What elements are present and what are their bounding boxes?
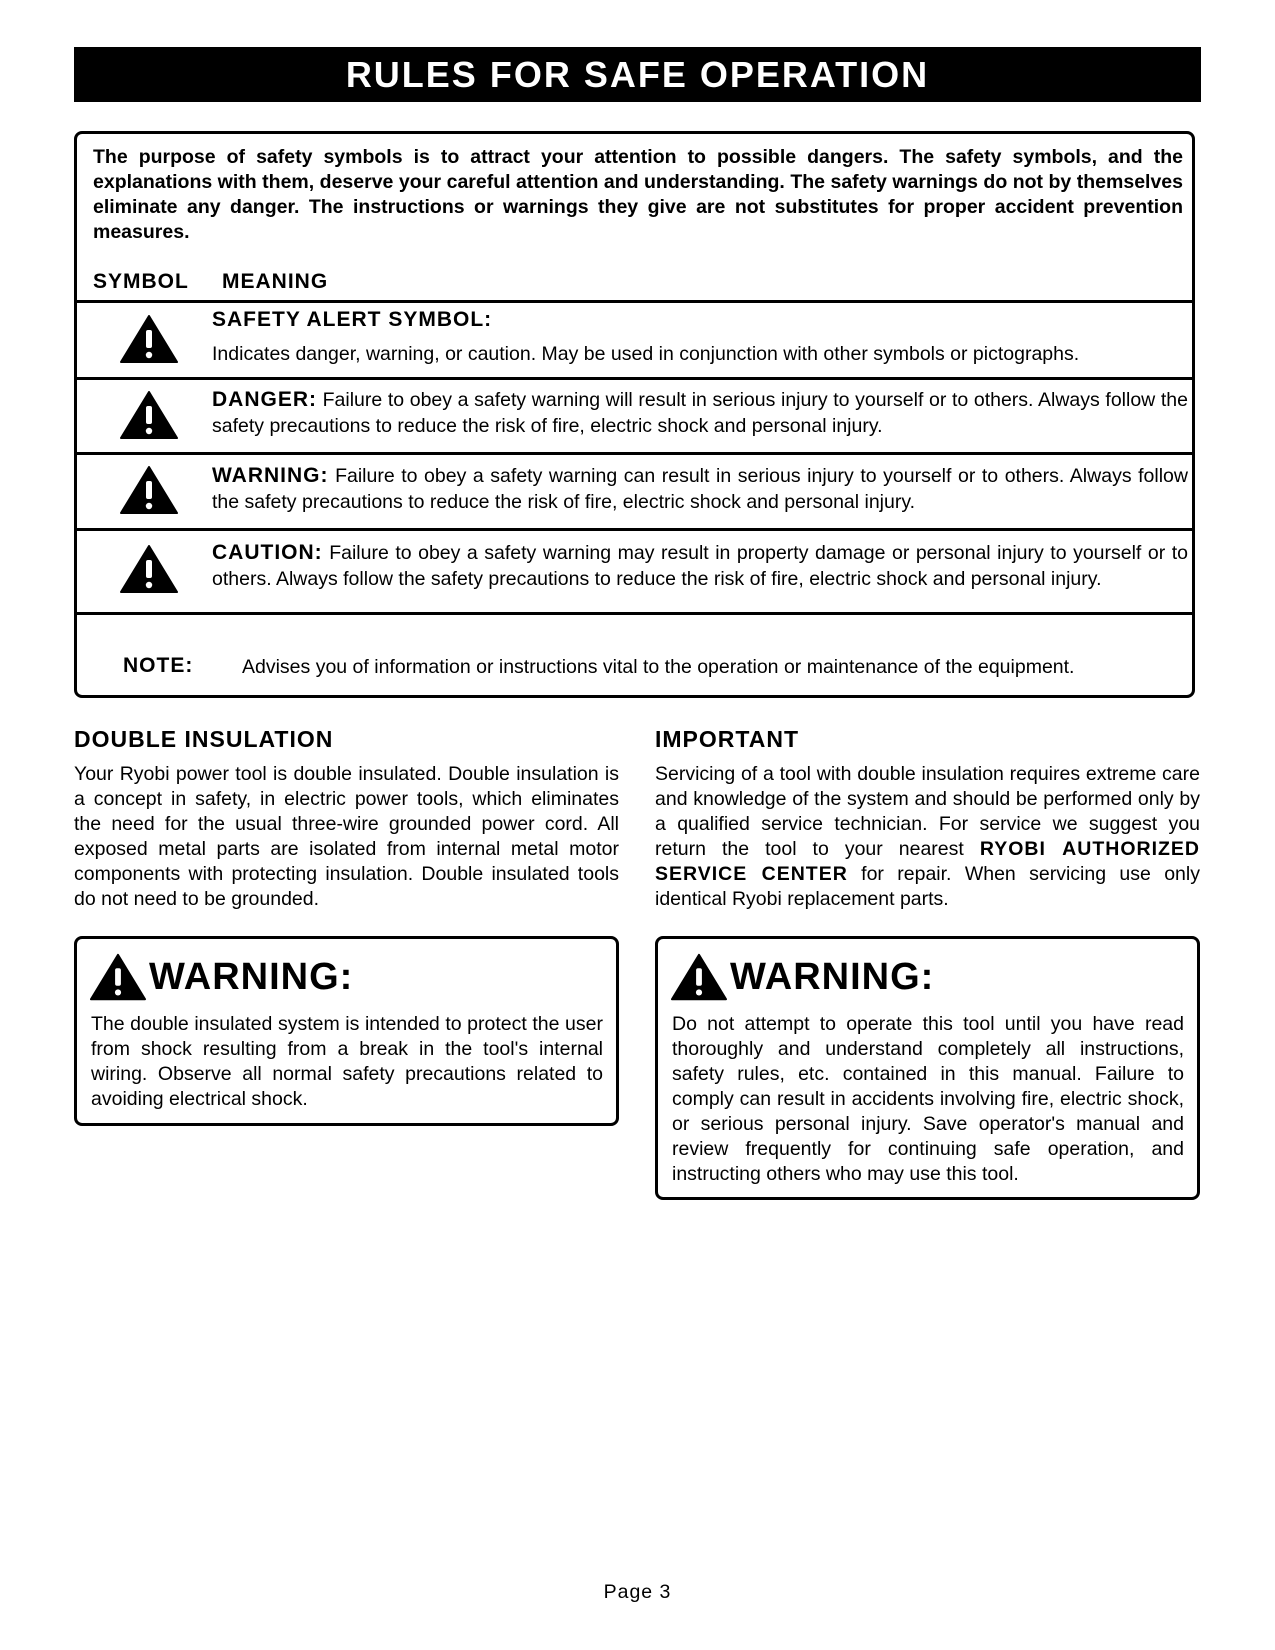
safety-alert-triangle-icon — [119, 465, 179, 515]
safety-alert-triangle-icon — [119, 390, 179, 440]
warning-text: The double insulated system is intended to protect the user from shock resulting from a break in the tool's internal wiring. Observe all normal safety precautions related to avoiding electrical shock. — [91, 1013, 603, 1110]
table-divider — [77, 300, 1192, 303]
important-heading: IMPORTANT — [655, 726, 800, 752]
important-body-text: for repair. When servicing use only identical Ryobi replacement parts. — [655, 863, 1200, 910]
symbol-row-caution — [212, 540, 1188, 592]
warning-title-text: WARNING: — [730, 955, 935, 998]
row-description: Indicates danger, warning, or caution. May be used in conjunction with other symbols or pictographs. — [212, 343, 1080, 365]
table-divider — [77, 612, 1192, 615]
important-body-text: Servicing of a tool with double insulation requires extreme care and knowledge of the system and should be performed only by a qualified service technician. For service we suggest you return the tool to your nearest — [655, 763, 1200, 860]
page-number: Page 3 — [603, 1581, 672, 1603]
safety-symbols-table — [74, 131, 1195, 698]
service-center-name: RYOBI AUTHORIZED SERVICE CENTER — [655, 838, 1200, 885]
symbol-row-danger — [212, 387, 1188, 439]
row-description: Failure to obey a safety warning may result in property damage or personal injury to yourself or to others. Always follow the safety precautions to reduce the risk of fire, electric shock and personal injury. — [212, 542, 1188, 590]
warning-title — [670, 951, 934, 1003]
page-banner-title: RULES FOR SAFE OPERATION — [74, 47, 1201, 102]
table-divider — [77, 452, 1192, 455]
important-body — [655, 762, 1200, 912]
row-description: Failure to obey a safety warning can result in serious injury to yourself or to others. Always follow the safety precautions to reduce the risk of fire, electric shock and personal injury. — [212, 465, 1188, 513]
row-term: SAFETY ALERT SYMBOL: — [212, 308, 493, 331]
row-term: WARNING: — [212, 464, 329, 487]
column-header-meaning: MEANING — [222, 270, 329, 293]
symbols-intro-text: The purpose of safety symbols is to attract your attention to possible dangers. The safety symbols, and the explanations with them, deserve your careful attention and understanding. The safety warnings do not by themselves eliminate any danger. The instructions or warnings they give are not substitutes for proper accident prevention measures. — [93, 146, 1183, 243]
safety-alert-triangle-icon — [89, 952, 147, 1002]
warning-text: Do not attempt to operate this tool until you have read thoroughly and understand completely all instructions, safety rules, etc. contained in this manual. Failure to comply can result in accidents involving fire, electric shock, or serious personal injury. Save operator's manual and review frequently for continuing safe operation, and instructing others who may use this tool. — [672, 1013, 1184, 1185]
double-insulation-heading: DOUBLE INSULATION — [74, 726, 334, 752]
double-insulation-body: Your Ryobi power tool is double insulated. Double insulation is a concept in safety, in electric power tools, which eliminates the need for the usual three-wire grounded power cord. All exposed metal parts are isolated from internal metal motor components with protecting insulation. Double insulated tools do not need to be grounded. — [74, 763, 619, 910]
safety-alert-triangle-icon — [119, 544, 179, 594]
warning-title — [89, 951, 353, 1003]
row-description: Failure to obey a safety warning will result in serious injury to yourself or to others. Always follow the safety precautions to reduce the risk of fire, electric shock and personal injury. — [212, 389, 1188, 437]
symbol-row-warning — [212, 463, 1188, 515]
row-term: DANGER: — [212, 388, 317, 411]
warning-title-text: WARNING: — [149, 955, 354, 998]
warning-box-read-manual — [655, 936, 1200, 1200]
safety-alert-triangle-icon — [119, 314, 179, 364]
note-text: Advises you of information or instructions vital to the operation or maintenance of the equipment. — [242, 656, 1075, 678]
table-divider — [77, 528, 1192, 531]
table-divider — [77, 377, 1192, 380]
warning-box-double-insulation — [74, 936, 619, 1126]
symbol-row-safety-alert — [212, 307, 1188, 367]
column-header-symbol: SYMBOL — [93, 270, 189, 293]
row-term: CAUTION: — [212, 541, 323, 564]
safety-alert-triangle-icon — [670, 952, 728, 1002]
note-label: NOTE: — [123, 654, 194, 677]
